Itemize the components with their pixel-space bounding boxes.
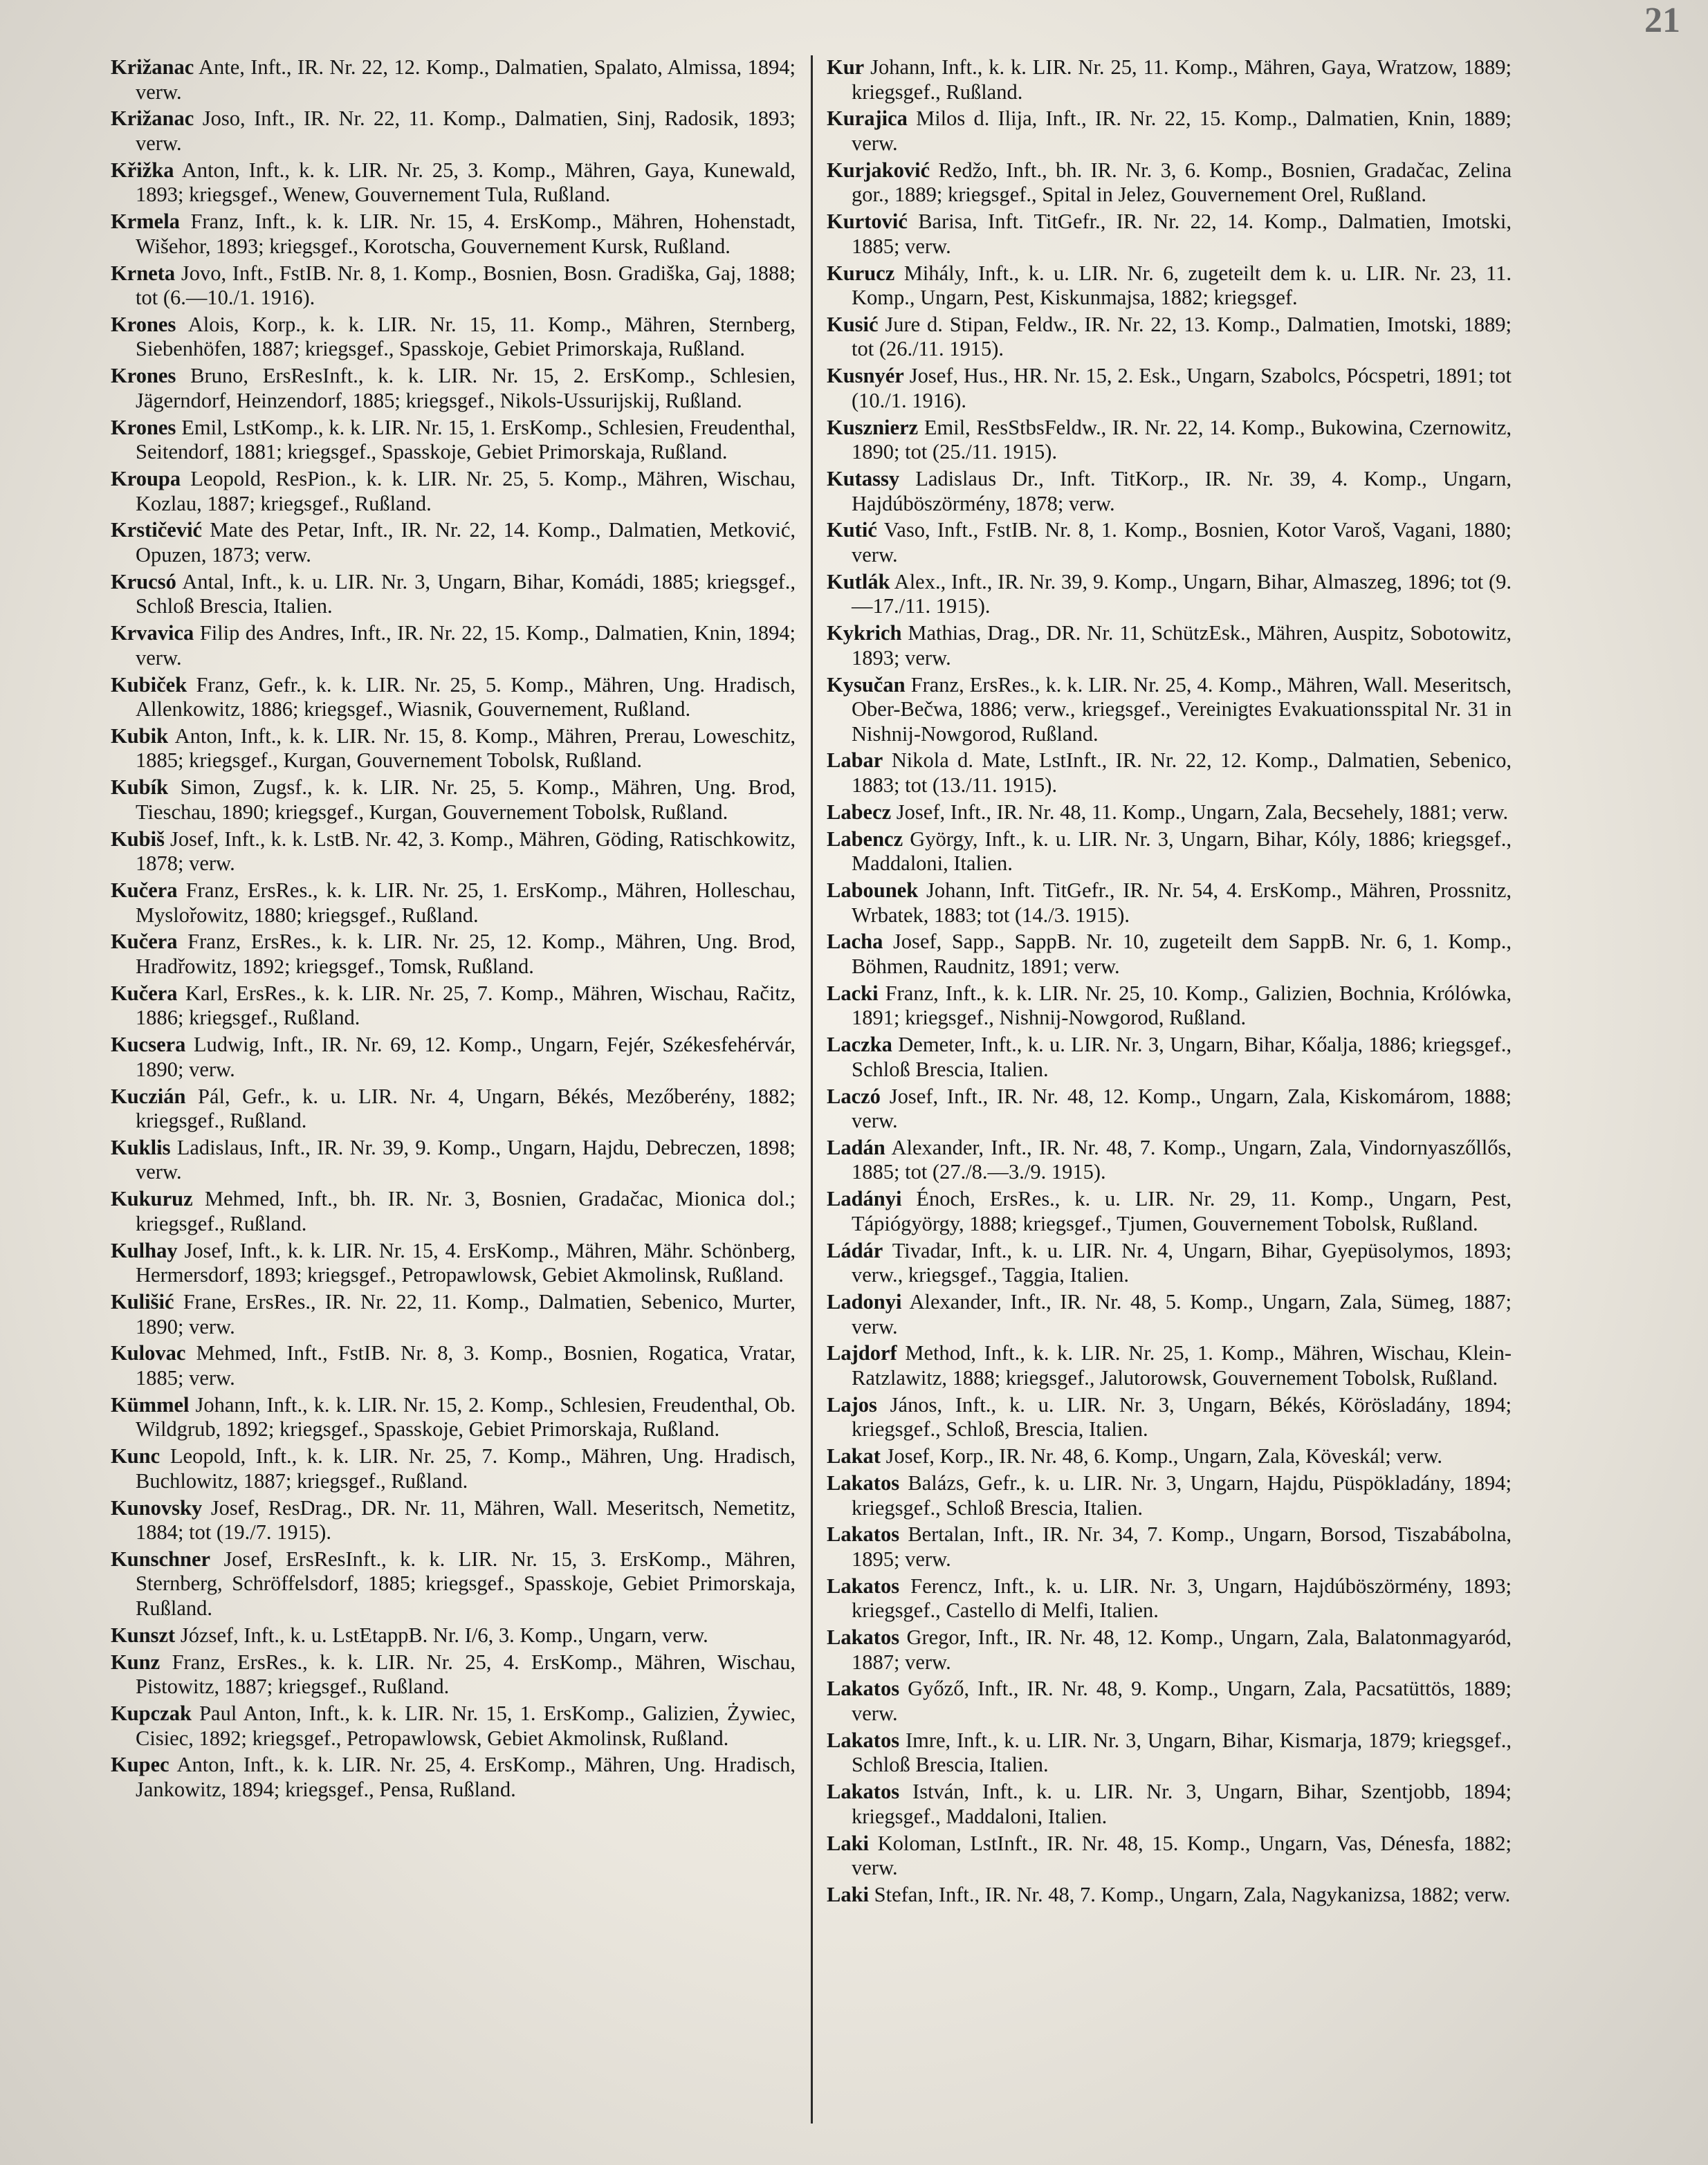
- entry-surname: Labounek: [827, 878, 919, 902]
- entry-details: Franz, Inft., k. k. LIR. Nr. 25, 10. Komp., Galizien, Bochnia, Królówka, 1891; kriegsgef., Nishnij-Nowgorod, Rußland.: [852, 981, 1512, 1030]
- entry-surname: Laki: [827, 1831, 870, 1855]
- entry-details: Franz, ErsRes., k. k. LIR. Nr. 25, 4. Komp., Mähren, Wall. Meseritsch, Ober-Bečwa, 1886; verw., kriegsgef., Vereinigtes Evakuationsspital Nr. 31 in Nishnij-Nowgorod, Rußland.: [852, 672, 1512, 746]
- entry-surname: Kučera: [111, 878, 178, 902]
- entry-surname: Lajdorf: [827, 1341, 897, 1365]
- register-entry: [111, 724, 796, 773]
- register-entry: [827, 930, 1512, 979]
- entry-surname: Kurucz: [827, 261, 895, 285]
- register-entry: [827, 621, 1512, 670]
- entry-surname: Kümmel: [111, 1392, 190, 1417]
- entry-details: Johann, Inft. TitGefr., IR. Nr. 54, 4. ErsKomp., Mähren, Prossnitz, Wrbatek, 1883; tot (14./3. 1915).: [852, 878, 1512, 927]
- register-entry: [827, 1444, 1512, 1469]
- entry-details: Anton, Inft., k. k. LIR. Nr. 25, 4. ErsKomp., Mähren, Ung. Hradisch, Jankowitz, 1894; kriegsgef., Pensa, Rußland.: [136, 1753, 796, 1801]
- entry-details: Mihály, Inft., k. u. LIR. Nr. 6, zugeteilt dem k. u. LIR. Nr. 23, 11. Komp., Ungarn, Pest, Kiskunmajsa, 1882; kriegsgef.: [852, 261, 1512, 310]
- entry-details: Pál, Gefr., k. u. LIR. Nr. 4, Ungarn, Békés, Mezőberény, 1882; kriegsgef., Rußland.: [136, 1084, 796, 1133]
- entry-details: Simon, Zugsf., k. k. LIR. Nr. 25, 5. Komp., Mähren, Ung. Brod, Tieschau, 1890; kriegsgef., Kurgan, Gouvernement Tobolsk, Rußland.: [136, 775, 796, 824]
- entry-details: Franz, ErsRes., k. k. LIR. Nr. 25, 4. ErsKomp., Mähren, Wischau, Pistowitz, 1887; kriegsgef., Rußland.: [136, 1650, 796, 1699]
- entry-details: Filip des Andres, Inft., IR. Nr. 22, 15. Komp., Dalmatien, Knin, 1894; verw.: [136, 621, 796, 670]
- entry-surname: Kunovsky: [111, 1495, 203, 1520]
- entry-surname: Kutić: [827, 518, 877, 542]
- register-entry: [111, 1187, 796, 1236]
- register-entry: [827, 1033, 1512, 1082]
- entry-surname: Križanac: [111, 107, 194, 131]
- entry-surname: Kykrich: [827, 621, 902, 645]
- register-entry: [111, 1753, 796, 1802]
- entry-surname: Kuczián: [111, 1084, 186, 1108]
- entry-surname: Ladányi: [827, 1187, 902, 1211]
- register-entry: [111, 107, 796, 156]
- register-entry: [111, 261, 796, 311]
- entry-details: József, Inft., k. u. LstEtappB. Nr. I/6, 3. Komp., Ungarn, verw.: [180, 1623, 708, 1647]
- entry-surname: Lakatos: [827, 1471, 900, 1495]
- register-entry: [827, 55, 1512, 104]
- entry-details: Franz, Gefr., k. k. LIR. Nr. 25, 5. Komp., Mähren, Ung. Hradisch, Allenkowitz, 1886; kriegsgef., Wiasnik, Gouvernement, Rußland.: [136, 672, 796, 721]
- entry-details: Ladislaus Dr., Inft. TitKorp., IR. Nr. 39, 4. Komp., Ungarn, Hajdúböszörmény, 1878; verw.: [852, 467, 1512, 515]
- register-entry: [827, 570, 1512, 619]
- entry-details: Emil, ResStbsFeldw., IR. Nr. 22, 14. Komp., Bukowina, Czernowitz, 1890; tot (25./11. 1915).: [852, 415, 1512, 464]
- left-column: [111, 55, 796, 1805]
- register-entry: [111, 1341, 796, 1390]
- entry-surname: Kurjaković: [827, 158, 930, 182]
- entry-surname: Lakatos: [827, 1574, 900, 1598]
- register-entry: [111, 1702, 796, 1751]
- entry-surname: Krvavica: [111, 621, 194, 645]
- entry-surname: Kukuruz: [111, 1187, 193, 1211]
- register-entry: [111, 1444, 796, 1493]
- entry-surname: Kulhay: [111, 1238, 178, 1262]
- entry-surname: Kunschner: [111, 1547, 211, 1571]
- right-column: [827, 55, 1512, 1910]
- entry-surname: Lacha: [827, 930, 883, 954]
- entry-surname: Laczó: [827, 1084, 881, 1108]
- entry-surname: Laki: [827, 1882, 870, 1906]
- register-entry: [827, 1136, 1512, 1185]
- register-entry: [827, 878, 1512, 928]
- register-entry: [111, 1085, 796, 1134]
- entry-details: Vaso, Inft., FstIB. Nr. 8, 1. Komp., Bosnien, Kotor Varoš, Vagani, 1880; verw.: [852, 518, 1512, 566]
- entry-details: Mehmed, Inft., FstIB. Nr. 8, 3. Komp., Bosnien, Rogatica, Vratar, 1885; verw.: [136, 1341, 796, 1390]
- register-entry: [827, 1085, 1512, 1134]
- register-entry: [111, 570, 796, 619]
- register-entry: [827, 827, 1512, 876]
- entry-surname: Kulovac: [111, 1341, 186, 1365]
- entry-details: Josef, Korp., IR. Nr. 48, 6. Komp., Ungarn, Zala, Köveskál; verw.: [885, 1444, 1443, 1468]
- entry-details: Leopold, ResPion., k. k. LIR. Nr. 25, 5. Komp., Mähren, Wischau, Kozlau, 1887; kriegsgef., Rußland.: [136, 467, 796, 515]
- register-entry: [827, 261, 1512, 311]
- entry-surname: Krones: [111, 312, 176, 336]
- entry-surname: Kurajica: [827, 107, 908, 131]
- register-entry: [827, 1341, 1512, 1390]
- entry-details: Frane, ErsRes., IR. Nr. 22, 11. Komp., Dalmatien, Sebenico, Murter, 1890; verw.: [136, 1290, 796, 1338]
- entry-details: Method, Inft., k. k. LIR. Nr. 25, 1. Komp., Mähren, Wischau, Klein-Ratzlawitz, 1888; kriegsgef., Jalutorowsk, Gouvernement Tobolsk, Rußland.: [852, 1341, 1512, 1390]
- entry-details: Jovo, Inft., FstIB. Nr. 8, 1. Komp., Bosnien, Bosn. Gradiška, Gaj, 1888; tot (6.—10./1. 1916).: [136, 261, 796, 310]
- register-entry: [111, 1290, 796, 1339]
- register-entry: [111, 1547, 796, 1621]
- entry-surname: Kupczak: [111, 1702, 192, 1725]
- column-divider: [811, 55, 813, 2123]
- entry-details: Josef, ErsResInft., k. k. LIR. Nr. 15, 3. ErsKomp., Mähren, Sternberg, Schröffelsdorf, 1885; kriegsgef., Spasskoje, Gebiet Primorskaja, Rußland.: [136, 1547, 796, 1621]
- entry-details: Imre, Inft., k. u. LIR. Nr. 3, Ungarn, Bihar, Kismarja, 1879; kriegsgef., Schloß Brescia, Italien.: [852, 1728, 1512, 1777]
- entry-details: Redžo, Inft., bh. IR. Nr. 3, 6. Komp., Bosnien, Gradačac, Zelina gor., 1889; kriegsgef., Spital in Jelez, Gouvernement Orel, Rußland.: [852, 158, 1512, 207]
- register-entry: [111, 210, 796, 259]
- entry-surname: Kusić: [827, 312, 879, 336]
- entry-details: Alexander, Inft., IR. Nr. 48, 7. Komp., Ungarn, Zala, Vindornyaszőllős, 1885; tot (27./8.—3./9. 1915).: [852, 1135, 1512, 1184]
- entry-details: Emil, LstKomp., k. k. LIR. Nr. 15, 1. ErsKomp., Schlesien, Freudenthal, Seitendorf, 1881; kriegsgef., Spasskoje, Gebiet Primorskaja, Rußland.: [136, 415, 796, 464]
- entry-details: Milos d. Ilija, Inft., IR. Nr. 22, 15. Komp., Dalmatien, Knin, 1889; verw.: [852, 107, 1512, 155]
- entry-details: Gregor, Inft., IR. Nr. 48, 12. Komp., Ungarn, Zala, Balatonmagyaród, 1887; verw.: [852, 1625, 1512, 1674]
- entry-surname: Kurtović: [827, 210, 908, 234]
- entry-details: Franz, ErsRes., k. k. LIR. Nr. 25, 12. Komp., Mähren, Ung. Brod, Hradřowitz, 1892; kriegsgef., Tomsk, Rußland.: [136, 930, 796, 978]
- entry-details: Mehmed, Inft., bh. IR. Nr. 3, Bosnien, Gradačac, Mionica dol.; kriegsgef., Rußland.: [136, 1187, 796, 1235]
- entry-surname: Labar: [827, 748, 883, 773]
- entry-surname: Kroupa: [111, 467, 181, 490]
- entry-surname: Krones: [111, 415, 176, 439]
- entry-details: György, Inft., k. u. LIR. Nr. 3, Ungarn, Bihar, Kóly, 1886; kriegsgef., Maddaloni, Italien.: [852, 827, 1512, 876]
- entry-surname: Križanac: [111, 55, 194, 79]
- register-entry: [827, 467, 1512, 516]
- entry-surname: Lakatos: [827, 1677, 900, 1701]
- entry-surname: Ladonyi: [827, 1290, 902, 1314]
- register-entry: [111, 416, 796, 465]
- entry-surname: Lakat: [827, 1444, 881, 1468]
- entry-surname: Kutlák: [827, 569, 890, 593]
- entry-surname: Kubik: [111, 724, 169, 748]
- entry-details: Ferencz, Inft., k. u. LIR. Nr. 3, Ungarn, Hajdúböszörmény, 1893; kriegsgef., Castello di Melfi, Italien.: [852, 1574, 1512, 1623]
- entry-surname: Labencz: [827, 827, 903, 851]
- entry-details: István, Inft., k. u. LIR. Nr. 3, Ungarn, Bihar, Szentjobb, 1894; kriegsgef., Maddaloni, Italien.: [852, 1780, 1512, 1828]
- entry-details: János, Inft., k. u. LIR. Nr. 3, Ungarn, Békés, Körösladány, 1894; kriegsgef., Schloß, Brescia, Italien.: [852, 1392, 1512, 1441]
- entry-details: Ladislaus, Inft., IR. Nr. 39, 9. Komp., Ungarn, Hajdu, Debreczen, 1898; verw.: [136, 1135, 796, 1184]
- entry-details: Josef, Hus., HR. Nr. 15, 2. Esk., Ungarn, Szabolcs, Pócspetri, 1891; tot (10./1. 1916).: [852, 364, 1512, 412]
- entry-surname: Laczka: [827, 1033, 892, 1057]
- entry-details: Paul Anton, Inft., k. k. LIR. Nr. 15, 1. ErsKomp., Galizien, Żywiec, Cisiec, 1892; kriegsgef., Petropawlowsk, Gebiet Akmolinsk, Rußland.: [136, 1702, 796, 1750]
- entry-details: Johann, Inft., k. k. LIR. Nr. 15, 2. Komp., Schlesien, Freudenthal, Ob. Wildgrub, 1892; kriegsgef., Spasskoje, Gebiet Primorskaja, Rußland.: [136, 1392, 796, 1441]
- register-entry: [827, 1625, 1512, 1675]
- entry-surname: Lacki: [827, 981, 879, 1005]
- register-entry: [111, 1650, 796, 1699]
- entry-surname: Kunc: [111, 1444, 160, 1468]
- register-entry: [827, 1239, 1512, 1288]
- register-entry: [111, 158, 796, 208]
- entry-details: Koloman, LstInft., IR. Nr. 48, 15. Komp., Ungarn, Vas, Dénesfa, 1882; verw.: [852, 1831, 1512, 1880]
- register-entry: [111, 467, 796, 516]
- entry-details: Mate des Petar, Inft., IR. Nr. 22, 14. Komp., Dalmatien, Metković, Opuzen, 1873; verw.: [136, 518, 796, 566]
- register-entry: [111, 1623, 796, 1648]
- register-entry: [827, 158, 1512, 208]
- entry-details: Josef, Sapp., SappB. Nr. 10, zugeteilt dem SappB. Nr. 6, 1. Komp., Böhmen, Raudnitz, 1891; verw.: [852, 930, 1512, 978]
- entry-details: Nikola d. Mate, LstInft., IR. Nr. 22, 12. Komp., Dalmatien, Sebenico, 1883; tot (13./11. 1915).: [852, 748, 1512, 798]
- entry-details: Josef, Inft., IR. Nr. 48, 11. Komp., Ungarn, Zala, Becsehely, 1881; verw.: [896, 800, 1509, 824]
- register-entry: [827, 107, 1512, 156]
- entry-surname: Lakatos: [827, 1625, 900, 1650]
- entry-details: Bruno, ErsResInft., k. k. LIR. Nr. 15, 2. ErsKomp., Schlesien, Jägerndorf, Heinzendorf, 1885; kriegsgef., Nikols-Ussurijskij, Rußland.: [136, 364, 796, 412]
- register-entry: [111, 518, 796, 567]
- register-entry: [111, 1136, 796, 1185]
- entry-surname: Lakatos: [827, 1728, 900, 1752]
- register-entry: [827, 1729, 1512, 1778]
- entry-surname: Kysučan: [827, 672, 906, 697]
- entry-details: Ludwig, Inft., IR. Nr. 69, 12. Komp., Ungarn, Fejér, Székesfehérvár, 1890; verw.: [136, 1033, 796, 1081]
- entry-surname: Lakatos: [827, 1780, 900, 1804]
- entry-details: Győző, Inft., IR. Nr. 48, 9. Komp., Ungarn, Zala, Pacsatüttös, 1889; verw.: [852, 1677, 1512, 1725]
- register-entry: [827, 982, 1512, 1031]
- entry-surname: Lajos: [827, 1392, 877, 1417]
- entry-surname: Krstičević: [111, 518, 203, 542]
- register-entry: [827, 1883, 1512, 1908]
- register-entry: [827, 1290, 1512, 1339]
- entry-surname: Kučera: [111, 981, 178, 1005]
- entry-details: Bertalan, Inft., IR. Nr. 34, 7. Komp., Ungarn, Borsod, Tiszabábolna, 1895; verw.: [852, 1522, 1512, 1571]
- register-entry: [111, 1239, 796, 1288]
- entry-surname: Křižka: [111, 158, 174, 182]
- entry-details: Josef, Inft., IR. Nr. 48, 12. Komp., Ungarn, Zala, Kiskomárom, 1888; verw.: [852, 1084, 1512, 1133]
- register-entry: [827, 1393, 1512, 1442]
- entry-details: Josef, Inft., k. k. LIR. Nr. 15, 4. ErsKomp., Mähren, Mähr. Schönberg, Hermersdorf, 1893; kriegsgef., Petropawlowsk, Gebiet Akmolinsk, Rußland.: [136, 1238, 796, 1287]
- entry-surname: Kubík: [111, 775, 169, 800]
- register-entry: [111, 55, 796, 104]
- register-entry: [827, 1471, 1512, 1520]
- entry-surname: Kubiš: [111, 827, 165, 851]
- register-entry: [111, 775, 796, 824]
- register-entry: [827, 1677, 1512, 1726]
- entry-details: Mathias, Drag., DR. Nr. 11, SchützEsk., Mähren, Auspitz, Sobotowitz, 1893; verw.: [852, 621, 1512, 670]
- entry-surname: Ládár: [827, 1238, 883, 1262]
- register-entry: [111, 878, 796, 928]
- entry-details: Joso, Inft., IR. Nr. 22, 11. Komp., Dalmatien, Sinj, Radosik, 1893; verw.: [136, 107, 796, 155]
- entry-details: Johann, Inft., k. k. LIR. Nr. 25, 11. Komp., Mähren, Gaya, Wratzow, 1889; kriegsgef., Rußland.: [852, 55, 1512, 104]
- entry-surname: Kunz: [111, 1650, 160, 1674]
- entry-details: Tivadar, Inft., k. u. LIR. Nr. 4, Ungarn, Bihar, Gyepüsolymos, 1893; verw., kriegsgef., Taggia, Italien.: [852, 1238, 1512, 1287]
- entry-details: Franz, Inft., k. k. LIR. Nr. 15, 4. ErsKomp., Mähren, Hohenstadt, Wišehor, 1893; kriegsgef., Korotscha, Gouvernement Kursk, Rußland.: [136, 210, 796, 258]
- entry-surname: Krucsó: [111, 569, 176, 593]
- register-entry: [111, 313, 796, 362]
- register-entry: [111, 930, 796, 979]
- page-number: 21: [1644, 1, 1680, 40]
- entry-details: Barisa, Inft. TitGefr., IR. Nr. 22, 14. Komp., Dalmatien, Imotski, 1885; verw.: [852, 210, 1512, 258]
- entry-surname: Kutassy: [827, 467, 900, 490]
- entry-details: Demeter, Inft., k. u. LIR. Nr. 3, Ungarn, Bihar, Kőalja, 1886; kriegsgef., Schloß Brescia, Italien.: [852, 1033, 1512, 1081]
- entry-surname: Kučera: [111, 930, 178, 954]
- entry-details: Stefan, Inft., IR. Nr. 48, 7. Komp., Ungarn, Zala, Nagykanizsa, 1882; verw.: [874, 1882, 1511, 1906]
- register-entry: [827, 1832, 1512, 1881]
- entry-details: Alois, Korp., k. k. LIR. Nr. 15, 11. Komp., Mähren, Sternberg, Siebenhöfen, 1887; kriegsgef., Spasskoje, Gebiet Primorskaja, Rußland.: [136, 312, 796, 361]
- register-entry: [827, 518, 1512, 567]
- register-entry: [111, 1393, 796, 1442]
- register-entry: [827, 210, 1512, 259]
- register-entry: [827, 673, 1512, 747]
- entry-details: Franz, ErsRes., k. k. LIR. Nr. 25, 1. ErsKomp., Mähren, Holleschau, Myslořowitz, 1880; kriegsgef., Rußland.: [136, 878, 796, 927]
- entry-surname: Kur: [827, 55, 865, 79]
- register-entry: [827, 364, 1512, 413]
- register-entry: [111, 827, 796, 876]
- register-entry: [827, 800, 1512, 825]
- entry-details: Balázs, Gefr., k. u. LIR. Nr. 3, Ungarn, Hajdu, Püspökladány, 1894; kriegsgef., Schloß Brescia, Italien.: [852, 1471, 1512, 1520]
- entry-surname: Kunszt: [111, 1623, 176, 1647]
- entry-details: Antal, Inft., k. u. LIR. Nr. 3, Ungarn, Bihar, Komádi, 1885; kriegsgef., Schloß Brescia, Italien.: [136, 569, 796, 618]
- entry-surname: Lakatos: [827, 1522, 900, 1547]
- entry-surname: Kuklis: [111, 1135, 171, 1159]
- entry-surname: Krneta: [111, 261, 176, 285]
- register-entry: [827, 1780, 1512, 1829]
- entry-details: Leopold, Inft., k. k. LIR. Nr. 25, 7. Komp., Mähren, Ung. Hradisch, Buchlowitz, 1887; kriegsgef., Rußland.: [136, 1444, 796, 1493]
- entry-details: Ante, Inft., IR. Nr. 22, 12. Komp., Dalmatien, Spalato, Almissa, 1894; verw.: [136, 55, 796, 104]
- register-entry: [111, 621, 796, 670]
- entry-details: Énoch, ErsRes., k. u. LIR. Nr. 29, 11. Komp., Ungarn, Pest, Tápiógyörgy, 1888; kriegsgef., Tjumen, Gouvernement Tobolsk, Rußland.: [852, 1187, 1512, 1235]
- register-entry: [111, 673, 796, 722]
- register-entry: [827, 313, 1512, 362]
- entry-surname: Krones: [111, 364, 176, 388]
- register-entry: [827, 1522, 1512, 1572]
- entry-details: Anton, Inft., k. k. LIR. Nr. 15, 8. Komp., Mähren, Prerau, Loweschitz, 1885; kriegsgef., Kurgan, Gouvernement Tobolsk, Rußland.: [136, 724, 796, 773]
- entry-details: Karl, ErsRes., k. k. LIR. Nr. 25, 7. Komp., Mähren, Wischau, Račitz, 1886; kriegsgef., Rußland.: [136, 981, 796, 1030]
- entry-surname: Kulišić: [111, 1290, 174, 1314]
- entry-surname: Kusnyér: [827, 364, 904, 388]
- entry-details: Jure d. Stipan, Feldw., IR. Nr. 22, 13. Komp., Dalmatien, Imotski, 1889; tot (26./11. 1915).: [852, 312, 1512, 361]
- register-entry: [111, 982, 796, 1031]
- entry-details: Alexander, Inft., IR. Nr. 48, 5. Komp., Ungarn, Zala, Sümeg, 1887; verw.: [852, 1290, 1512, 1338]
- entry-surname: Kupec: [111, 1753, 169, 1777]
- register-entry: [827, 748, 1512, 798]
- register-entry: [111, 1496, 796, 1545]
- entry-details: Josef, Inft., k. k. LstB. Nr. 42, 3. Komp., Mähren, Göding, Ratischkowitz, 1878; verw.: [136, 827, 796, 876]
- register-entry: [111, 364, 796, 413]
- entry-surname: Labecz: [827, 800, 892, 824]
- entry-surname: Kubiček: [111, 672, 187, 697]
- entry-surname: Kusznierz: [827, 415, 919, 439]
- entry-surname: Krmela: [111, 210, 180, 234]
- register-entry: [827, 416, 1512, 465]
- entry-details: Josef, ResDrag., DR. Nr. 11, Mähren, Wall. Meseritsch, Nemetitz, 1884; tot (19./7. 1915).: [136, 1495, 796, 1545]
- entry-surname: Kucsera: [111, 1033, 186, 1057]
- register-entry: [111, 1033, 796, 1082]
- entry-details: Anton, Inft., k. k. LIR. Nr. 25, 3. Komp., Mähren, Gaya, Kunewald, 1893; kriegsgef., Wenew, Gouvernement Tula, Rußland.: [136, 158, 796, 207]
- register-entry: [827, 1574, 1512, 1623]
- entry-surname: Ladán: [827, 1135, 885, 1159]
- register-entry: [827, 1187, 1512, 1236]
- entry-details: Alex., Inft., IR. Nr. 39, 9. Komp., Ungarn, Bihar, Almaszeg, 1896; tot (9.—17./11. 1915).: [852, 569, 1512, 618]
